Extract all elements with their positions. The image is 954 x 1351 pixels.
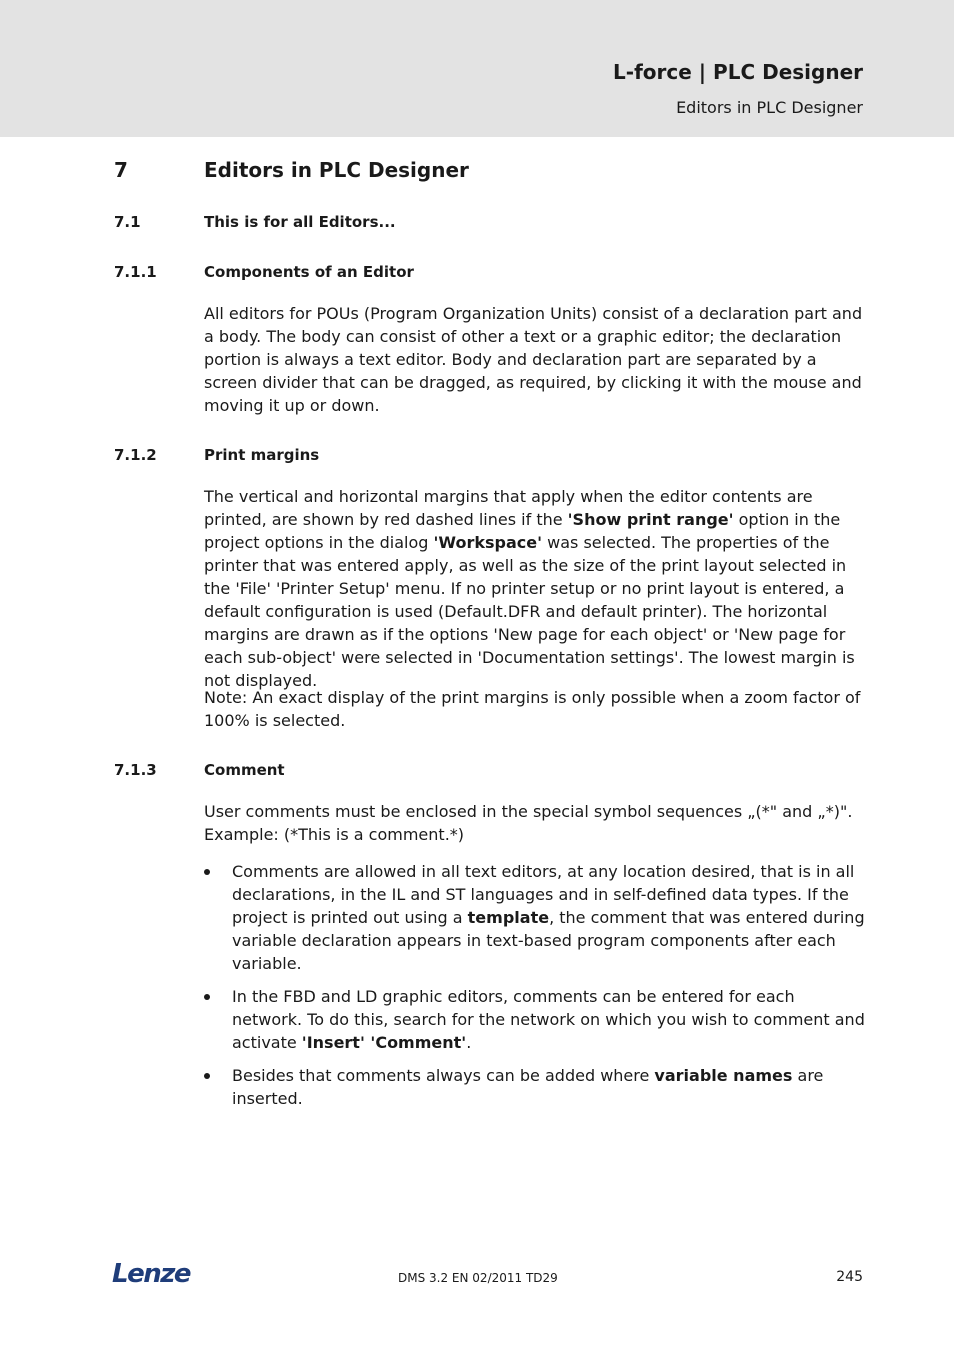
text-run: Comments are allowed in all text editors, at any location desired, that is in all declarations, in the IL and ST languages and in self-defined data types. If the project is printed out using a [232,862,855,927]
text-run: , the comment that was entered during variable declaration appears in text-based program components after each variable. [232,908,865,973]
emphasis-text: 'Workspace' [433,533,543,552]
text-run: User comments must be enclosed in the special symbol sequences „(*" and „*)". Example: (*This is a comment.*) [204,802,853,844]
subsection-heading-components [0,263,954,283]
subsection-number: 7.1.2 [114,446,157,464]
paragraph [204,485,868,692]
page-header [0,0,954,137]
section-number: 7.1 [114,213,141,231]
list-item-text [232,985,868,1054]
header-subtitle: Editors in PLC Designer [676,98,863,117]
lenze-logo: Lenze [112,1259,190,1289]
subsection-number: 7.1.1 [114,263,157,281]
page-number: 245 [836,1269,863,1285]
paragraph [204,302,868,417]
subsection-heading-print-margins [0,446,954,466]
bullet-icon [204,994,210,1000]
subsection-title: Components of an Editor [204,263,414,281]
section-heading [0,213,954,233]
emphasis-text: 'Show print range' [567,510,734,529]
subsection-number: 7.1.3 [114,761,157,779]
chapter-title: Editors in PLC Designer [204,158,469,182]
chapter-number: 7 [114,158,128,182]
header-title: L-force | PLC Designer [613,60,863,84]
footer-doc-id: DMS 3.2 EN 02/2011 TD29 [398,1271,558,1285]
text-run: are inserted. [232,1066,824,1108]
emphasis-text: 'Insert' 'Comment' [301,1033,467,1052]
list-item-text [232,1064,868,1110]
subsection-heading-comment [0,761,954,781]
text-run: All editors for POUs (Program Organization Units) consist of a declaration part and a body. The body can consist of other a text or a graphic editor; the declaration portion is always a text editor. Body and declaration part are separated by a screen divider that can be dragged, as required, by clicking it with the mouse and moving it up or down. [204,304,863,415]
text-run: . [466,1033,472,1052]
list-item-text [232,860,868,975]
bullet-icon [204,1073,210,1079]
emphasis-text: variable names [654,1066,793,1085]
text-run: The vertical and horizontal margins that apply when the editor contents are printed, are shown by red dashed lines if the [204,487,813,529]
chapter-heading [0,158,954,184]
note-paragraph [204,686,868,732]
text-run: In the FBD and LD graphic editors, comments can be entered for each network. To do this, search for the network on which you wish to comment and activate [232,987,865,1052]
text-run: Note: An exact display of the print margins is only possible when a zoom factor of 100% is selected. [204,688,861,730]
bullet-icon [204,869,210,875]
text-run: option in the project options in the dialog [204,510,841,552]
section-title: This is for all Editors... [204,213,396,231]
subsection-title: Comment [204,761,285,779]
text-run: Besides that comments always can be added where [232,1066,655,1085]
paragraph [204,800,868,846]
emphasis-text: template [467,908,550,927]
text-run: was selected. The properties of the printer that was entered apply, as well as the size of the print layout selected in the 'File' 'Printer Setup' menu. If no printer setup or no print layout is entered, a default configuration is used (Default.DFR and default printer). The horizontal margins are drawn as if the options 'New page for each object' or 'New page for each sub-object' were selected in 'Documentation settings'. The lowest margin is not displayed. [204,533,855,690]
subsection-title: Print margins [204,446,320,464]
